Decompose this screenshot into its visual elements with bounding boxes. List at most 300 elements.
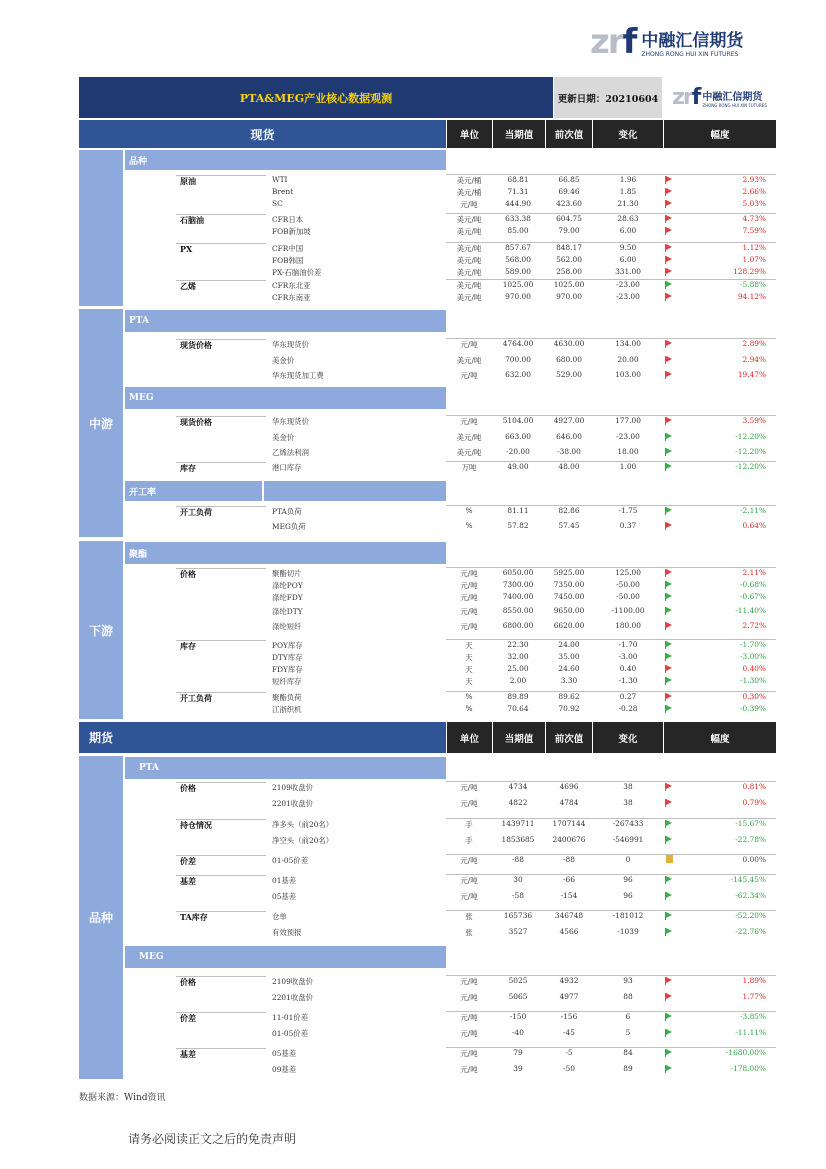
row-change: 93 (623, 976, 633, 985)
cat-jz-stock: 库存 (176, 640, 266, 652)
row-name: Brent (272, 187, 294, 196)
row-percent: 7.59% (742, 226, 766, 235)
table-row (0, 782, 826, 794)
row-percent: 2.89% (742, 339, 766, 348)
row-unit: 手 (465, 820, 473, 829)
row-name: 05基差 (272, 892, 297, 901)
row-unit: 美元/吨 (456, 281, 482, 290)
row-current: -58 (512, 891, 524, 900)
row-previous: 970.00 (556, 292, 582, 301)
row-current: -20.00 (506, 447, 530, 456)
fsub-meg: MEG (125, 946, 446, 968)
row-previous: 2400676 (552, 835, 586, 844)
table-row (0, 927, 826, 939)
table-row (0, 1028, 826, 1040)
flag-icon (666, 281, 672, 287)
row-unit: 元/吨 (460, 993, 478, 1002)
row-unit: 天 (465, 641, 473, 650)
cat-meg-stock: 库存 (176, 462, 266, 474)
disclaimer-note: 请务必阅读正文之后的免责声明 (128, 1132, 297, 1146)
row-percent: 128.29% (733, 267, 766, 276)
flag-icon (666, 653, 672, 659)
row-change: 0.37 (619, 521, 637, 530)
row-name: 仓单 (272, 912, 287, 921)
row-previous: -45 (563, 1028, 575, 1037)
flag-icon (666, 854, 673, 863)
row-current: 663.00 (505, 432, 531, 441)
sub-kaigong: 开工率 (125, 481, 262, 501)
fcat-meg-basis: 基差 (176, 1048, 266, 1060)
row-change: 88 (623, 992, 633, 1001)
row-change: -50.00 (616, 580, 640, 589)
divider (446, 461, 776, 462)
row-unit: 张 (465, 912, 473, 921)
row-percent: 0.30% (742, 692, 766, 701)
row-unit: 元/吨 (460, 581, 478, 590)
divider (446, 639, 776, 640)
row-previous: 346748 (554, 911, 584, 920)
row-current: 7300.00 (502, 580, 534, 589)
row-previous: 4630.00 (553, 339, 585, 348)
row-name: FOB韩国 (272, 256, 304, 265)
title-logo-mark: zrf (672, 85, 700, 110)
row-previous: 258.00 (556, 267, 582, 276)
divider (446, 818, 776, 819)
col-percent: 幅度 (664, 120, 776, 148)
fcol-current: 当期值 (493, 722, 545, 753)
row-name: 11-01价差 (272, 1013, 309, 1022)
row-change: 6.00 (619, 255, 637, 264)
row-current: 5104.00 (502, 416, 534, 425)
row-change: 96 (623, 875, 633, 884)
row-name: 涤纶FDY (272, 593, 303, 602)
flag-icon (666, 705, 672, 711)
row-percent: 1.77% (742, 992, 766, 1001)
flag-icon (666, 677, 672, 683)
futures-section-header: 期货 (79, 722, 446, 753)
row-current: 79 (513, 1048, 523, 1057)
row-change: -546991 (612, 835, 644, 844)
data-source: 数据来源：Wind资讯 (79, 1093, 166, 1103)
row-current: 25.00 (507, 664, 529, 673)
row-unit: 元/吨 (460, 876, 478, 885)
table-row (0, 676, 826, 688)
table-row (0, 652, 826, 664)
row-unit: 天 (465, 665, 473, 674)
segment-midstream: 中游 (79, 309, 123, 537)
row-percent: 2.93% (742, 175, 766, 184)
cat-kg-load: 开工负荷 (176, 506, 266, 518)
row-unit: 元/吨 (460, 340, 478, 349)
flag-icon (666, 641, 672, 647)
row-current: 589.00 (505, 267, 531, 276)
row-previous: 7450.00 (553, 592, 585, 601)
table-row (0, 370, 826, 382)
row-name: 2109收盘价 (272, 977, 313, 986)
table-row (0, 819, 826, 831)
row-change: 125.00 (615, 568, 641, 577)
row-current: 1439711 (501, 819, 535, 828)
row-unit: 元/吨 (460, 892, 478, 901)
row-percent: -2.11% (740, 506, 766, 515)
row-change: 6.00 (619, 226, 637, 235)
flag-icon (666, 993, 672, 999)
row-current: 700.00 (505, 355, 531, 364)
row-change: 0 (625, 855, 631, 864)
row-percent: -3.00% (740, 652, 766, 661)
row-name: 江浙织机 (272, 705, 302, 714)
table-row (0, 621, 826, 633)
row-percent: -0.39% (740, 704, 766, 713)
row-percent: -1.70% (740, 640, 766, 649)
flag-icon (666, 581, 672, 587)
row-unit: 元/吨 (460, 569, 478, 578)
row-current: 68.81 (507, 175, 529, 184)
table-row (0, 1064, 826, 1076)
table-row (0, 875, 826, 887)
futures-segment: 品种 (79, 756, 123, 1079)
row-percent: 1.89% (742, 976, 766, 985)
table-row (0, 911, 826, 923)
divider (446, 781, 776, 782)
row-change: -23.00 (616, 292, 640, 301)
row-percent: -11.11% (735, 1028, 766, 1037)
row-previous: 4932 (559, 976, 579, 985)
row-change: -50.00 (616, 592, 640, 601)
table-row (0, 992, 826, 1004)
row-change: 0.27 (619, 692, 637, 701)
row-current: 85.00 (507, 226, 529, 235)
flag-icon (666, 507, 672, 513)
row-current: 1853685 (501, 835, 535, 844)
table-row (0, 606, 826, 618)
divider (446, 1011, 776, 1012)
report-title: PTA&MEG产业核心数据观测 (79, 77, 553, 118)
row-previous: 66.85 (558, 175, 580, 184)
row-unit: 美元/吨 (456, 433, 482, 442)
flag-icon (666, 836, 672, 842)
row-unit: 天 (465, 677, 473, 686)
row-change: -23.00 (616, 280, 640, 289)
divider (446, 505, 776, 506)
row-unit: 元/吨 (460, 371, 478, 380)
row-percent: -52.20% (735, 911, 766, 920)
row-previous: 9650.00 (553, 606, 585, 615)
fcat-pta-spread: 价差 (176, 855, 266, 867)
row-percent: -0.67% (740, 592, 766, 601)
row-percent: -11.40% (735, 606, 766, 615)
row-name: CFR中国 (272, 244, 304, 253)
table-row (0, 1012, 826, 1024)
row-change: 180.00 (615, 621, 641, 630)
table-row (0, 1048, 826, 1060)
row-name: 涤纶POY (272, 581, 303, 590)
row-percent: 19.47% (737, 370, 766, 379)
cat-pta-spot: 现货价格 (176, 339, 266, 351)
table-row (0, 280, 826, 292)
logo-mark: zrf (590, 22, 636, 62)
row-name: SC (272, 199, 283, 208)
row-name: 美金价 (272, 433, 295, 442)
row-previous: 82.86 (558, 506, 580, 515)
flag-icon (666, 1013, 672, 1019)
fcol-change: 变化 (593, 722, 663, 753)
row-previous: 79.00 (558, 226, 580, 235)
divider (446, 854, 776, 855)
table-row (0, 664, 826, 676)
row-previous: 4977 (559, 992, 579, 1001)
row-name: WTI (272, 175, 288, 184)
row-change: -267433 (612, 819, 644, 828)
table-row (0, 243, 826, 255)
segment-downstream: 下游 (79, 541, 123, 719)
row-percent: -5.88% (740, 280, 766, 289)
cat-yuanyou: 原油 (176, 175, 266, 187)
row-change: 1.85 (619, 187, 637, 196)
row-previous: 1025.00 (553, 280, 585, 289)
divider (446, 415, 776, 416)
cat-yixi: 乙烯 (176, 280, 266, 292)
sub-juzhi: 聚酯 (125, 542, 446, 564)
row-unit: 天 (465, 653, 473, 662)
flag-icon (666, 876, 672, 882)
row-percent: -15.67% (735, 819, 766, 828)
flag-icon (666, 665, 672, 671)
row-percent: 1.12% (742, 243, 766, 252)
row-percent: 0.64% (742, 521, 766, 530)
row-unit: 元/吨 (460, 1029, 478, 1038)
flag-icon (666, 448, 672, 454)
sub-meg: MEG (125, 387, 446, 409)
row-previous: 24.60 (558, 664, 580, 673)
flag-icon (666, 371, 672, 377)
flag-icon (666, 1049, 672, 1055)
cat-jz-price: 价格 (176, 568, 266, 580)
row-unit: 手 (465, 836, 473, 845)
row-unit: 元/吨 (460, 1065, 478, 1074)
row-unit: 美元/吨 (456, 356, 482, 365)
table-row (0, 416, 826, 428)
row-name: 01-05价差 (272, 856, 309, 865)
row-percent: 94.12% (737, 292, 766, 301)
row-change: 20.00 (617, 355, 639, 364)
row-name: 净空头（前20名） (272, 836, 334, 845)
row-unit: % (465, 692, 473, 701)
row-previous: 57.45 (558, 521, 580, 530)
row-name: 09基差 (272, 1065, 297, 1074)
row-previous: -5 (565, 1048, 573, 1057)
flag-icon (666, 892, 672, 898)
flag-icon (666, 522, 672, 528)
fcat-pta-pos: 持仓情况 (176, 819, 266, 831)
table-row (0, 432, 826, 444)
row-previous: 4566 (559, 927, 579, 936)
cat-px: PX (176, 243, 266, 255)
row-percent: -12.20% (735, 462, 766, 471)
col-current: 当期值 (493, 120, 545, 148)
row-unit: 张 (465, 928, 473, 937)
row-name: CFR日本 (272, 215, 304, 224)
flag-icon (666, 215, 672, 221)
row-previous: 89.62 (558, 692, 580, 701)
row-current: 39 (513, 1064, 523, 1073)
fcol-previous: 前次值 (546, 722, 592, 753)
divider (446, 242, 776, 243)
company-logo (590, 22, 743, 62)
table-row (0, 187, 826, 199)
flag-icon (666, 799, 672, 805)
sub-kaigong-ext (264, 481, 446, 501)
row-change: 1.00 (619, 462, 637, 471)
fsub-pta: PTA (125, 757, 446, 779)
row-previous: 69.46 (558, 187, 580, 196)
row-current: 30 (513, 875, 523, 884)
row-change: 84 (623, 1048, 633, 1057)
row-unit: 美元/桶 (456, 176, 482, 185)
table-row (0, 592, 826, 604)
flag-icon (666, 928, 672, 934)
row-current: 4822 (508, 798, 528, 807)
row-current: 1025.00 (502, 280, 534, 289)
row-previous: -38.00 (557, 447, 581, 456)
table-row (0, 798, 826, 810)
row-current: 444.90 (505, 199, 531, 208)
row-previous: 4927.00 (553, 416, 585, 425)
row-change: -1.30 (618, 676, 638, 685)
row-change: 18.00 (617, 447, 639, 456)
row-current: 3527 (508, 927, 528, 936)
flag-icon (666, 256, 672, 262)
row-current: 71.31 (507, 187, 529, 196)
row-unit: 元/吨 (460, 607, 478, 616)
row-name: 2109收盘价 (272, 783, 313, 792)
row-percent: -12.20% (735, 447, 766, 456)
spot-section-header: 现货 (79, 120, 446, 148)
table-row (0, 462, 826, 474)
row-change: 177.00 (615, 416, 641, 425)
row-name: 01基差 (272, 876, 297, 885)
flag-icon (666, 977, 672, 983)
flag-icon (666, 188, 672, 194)
row-unit: 元/吨 (460, 799, 478, 808)
row-unit: 美元/桶 (456, 188, 482, 197)
sub-pta: PTA (125, 310, 446, 332)
flag-icon (666, 244, 672, 250)
flag-icon (666, 200, 672, 206)
row-current: 5065 (508, 992, 528, 1001)
row-name: FOB新加坡 (272, 227, 311, 236)
row-unit: 元/吨 (460, 593, 478, 602)
row-change: 0.40 (619, 664, 637, 673)
row-current: 633.38 (505, 214, 531, 223)
table-row (0, 214, 826, 226)
row-percent: 2.66% (742, 187, 766, 196)
row-unit: 美元/吨 (456, 256, 482, 265)
update-date: 更新日期：20210604 (554, 77, 662, 118)
row-current: -40 (512, 1028, 524, 1037)
row-change: 28.63 (617, 214, 639, 223)
row-change: 96 (623, 891, 633, 900)
table-row (0, 692, 826, 704)
row-name: 涤纶短纤 (272, 622, 302, 631)
row-percent: -1.30% (740, 676, 766, 685)
row-previous: -50 (563, 1064, 575, 1073)
row-unit: 元/吨 (460, 622, 478, 631)
row-change: -1039 (617, 927, 639, 936)
row-current: 4764.00 (502, 339, 534, 348)
row-change: -1100.00 (611, 606, 645, 615)
row-current: 632.00 (505, 370, 531, 379)
row-name: 华东现货价 (272, 417, 309, 426)
divider (446, 691, 776, 692)
row-name: 华东现货价 (272, 340, 309, 349)
row-previous: -66 (563, 875, 575, 884)
row-name: POY库存 (272, 641, 303, 650)
divider (446, 910, 776, 911)
divider (446, 279, 776, 280)
row-unit: 美元/吨 (456, 215, 482, 224)
row-unit: 元/吨 (460, 1049, 478, 1058)
flag-icon (666, 227, 672, 233)
row-previous: 529.00 (556, 370, 582, 379)
row-name: CFR东南亚 (272, 293, 311, 302)
table-row (0, 355, 826, 367)
row-current: 857.67 (505, 243, 531, 252)
table-row (0, 255, 826, 267)
row-previous: 7350.00 (553, 580, 585, 589)
flag-icon (666, 340, 672, 346)
title-logo-cn: 中融汇信期货 (702, 91, 763, 103)
row-unit: 美元/吨 (456, 244, 482, 253)
sub-pinzhong: 品种 (125, 150, 446, 170)
row-unit: 元/吨 (460, 856, 478, 865)
row-change: -0.28 (618, 704, 638, 713)
row-name: FDY库存 (272, 665, 303, 674)
row-percent: 0.79% (742, 798, 766, 807)
divider (446, 975, 776, 976)
flag-icon (666, 176, 672, 182)
row-name: 净多头（前20名） (272, 820, 334, 829)
table-row (0, 521, 826, 533)
row-previous: 4784 (559, 798, 579, 807)
row-name: 聚酯切片 (272, 569, 302, 578)
row-percent: -22.76% (735, 927, 766, 936)
row-change: -23.00 (616, 432, 640, 441)
flag-icon (666, 622, 672, 628)
row-name: 乙烯法利润 (272, 448, 309, 457)
table-row (0, 292, 826, 304)
table-row (0, 640, 826, 652)
row-change: 5 (625, 1028, 631, 1037)
table-row (0, 175, 826, 187)
row-name: 聚酯负荷 (272, 693, 302, 702)
row-previous: 848.17 (556, 243, 582, 252)
table-row (0, 855, 826, 867)
row-previous: 423.60 (556, 199, 582, 208)
row-previous: 6620.00 (553, 621, 585, 630)
row-percent: -12.20% (735, 432, 766, 441)
row-unit: 美元/吨 (456, 227, 482, 236)
row-change: 6 (625, 1012, 631, 1021)
divider (446, 567, 776, 568)
row-unit: % (465, 704, 473, 713)
row-current: 6800.00 (502, 621, 534, 630)
flag-icon (666, 268, 672, 274)
row-percent: 2.72% (742, 621, 766, 630)
row-change: -181012 (612, 911, 644, 920)
row-name: PX-石脑油价差 (272, 268, 322, 277)
row-name: 短纤库存 (272, 677, 302, 686)
